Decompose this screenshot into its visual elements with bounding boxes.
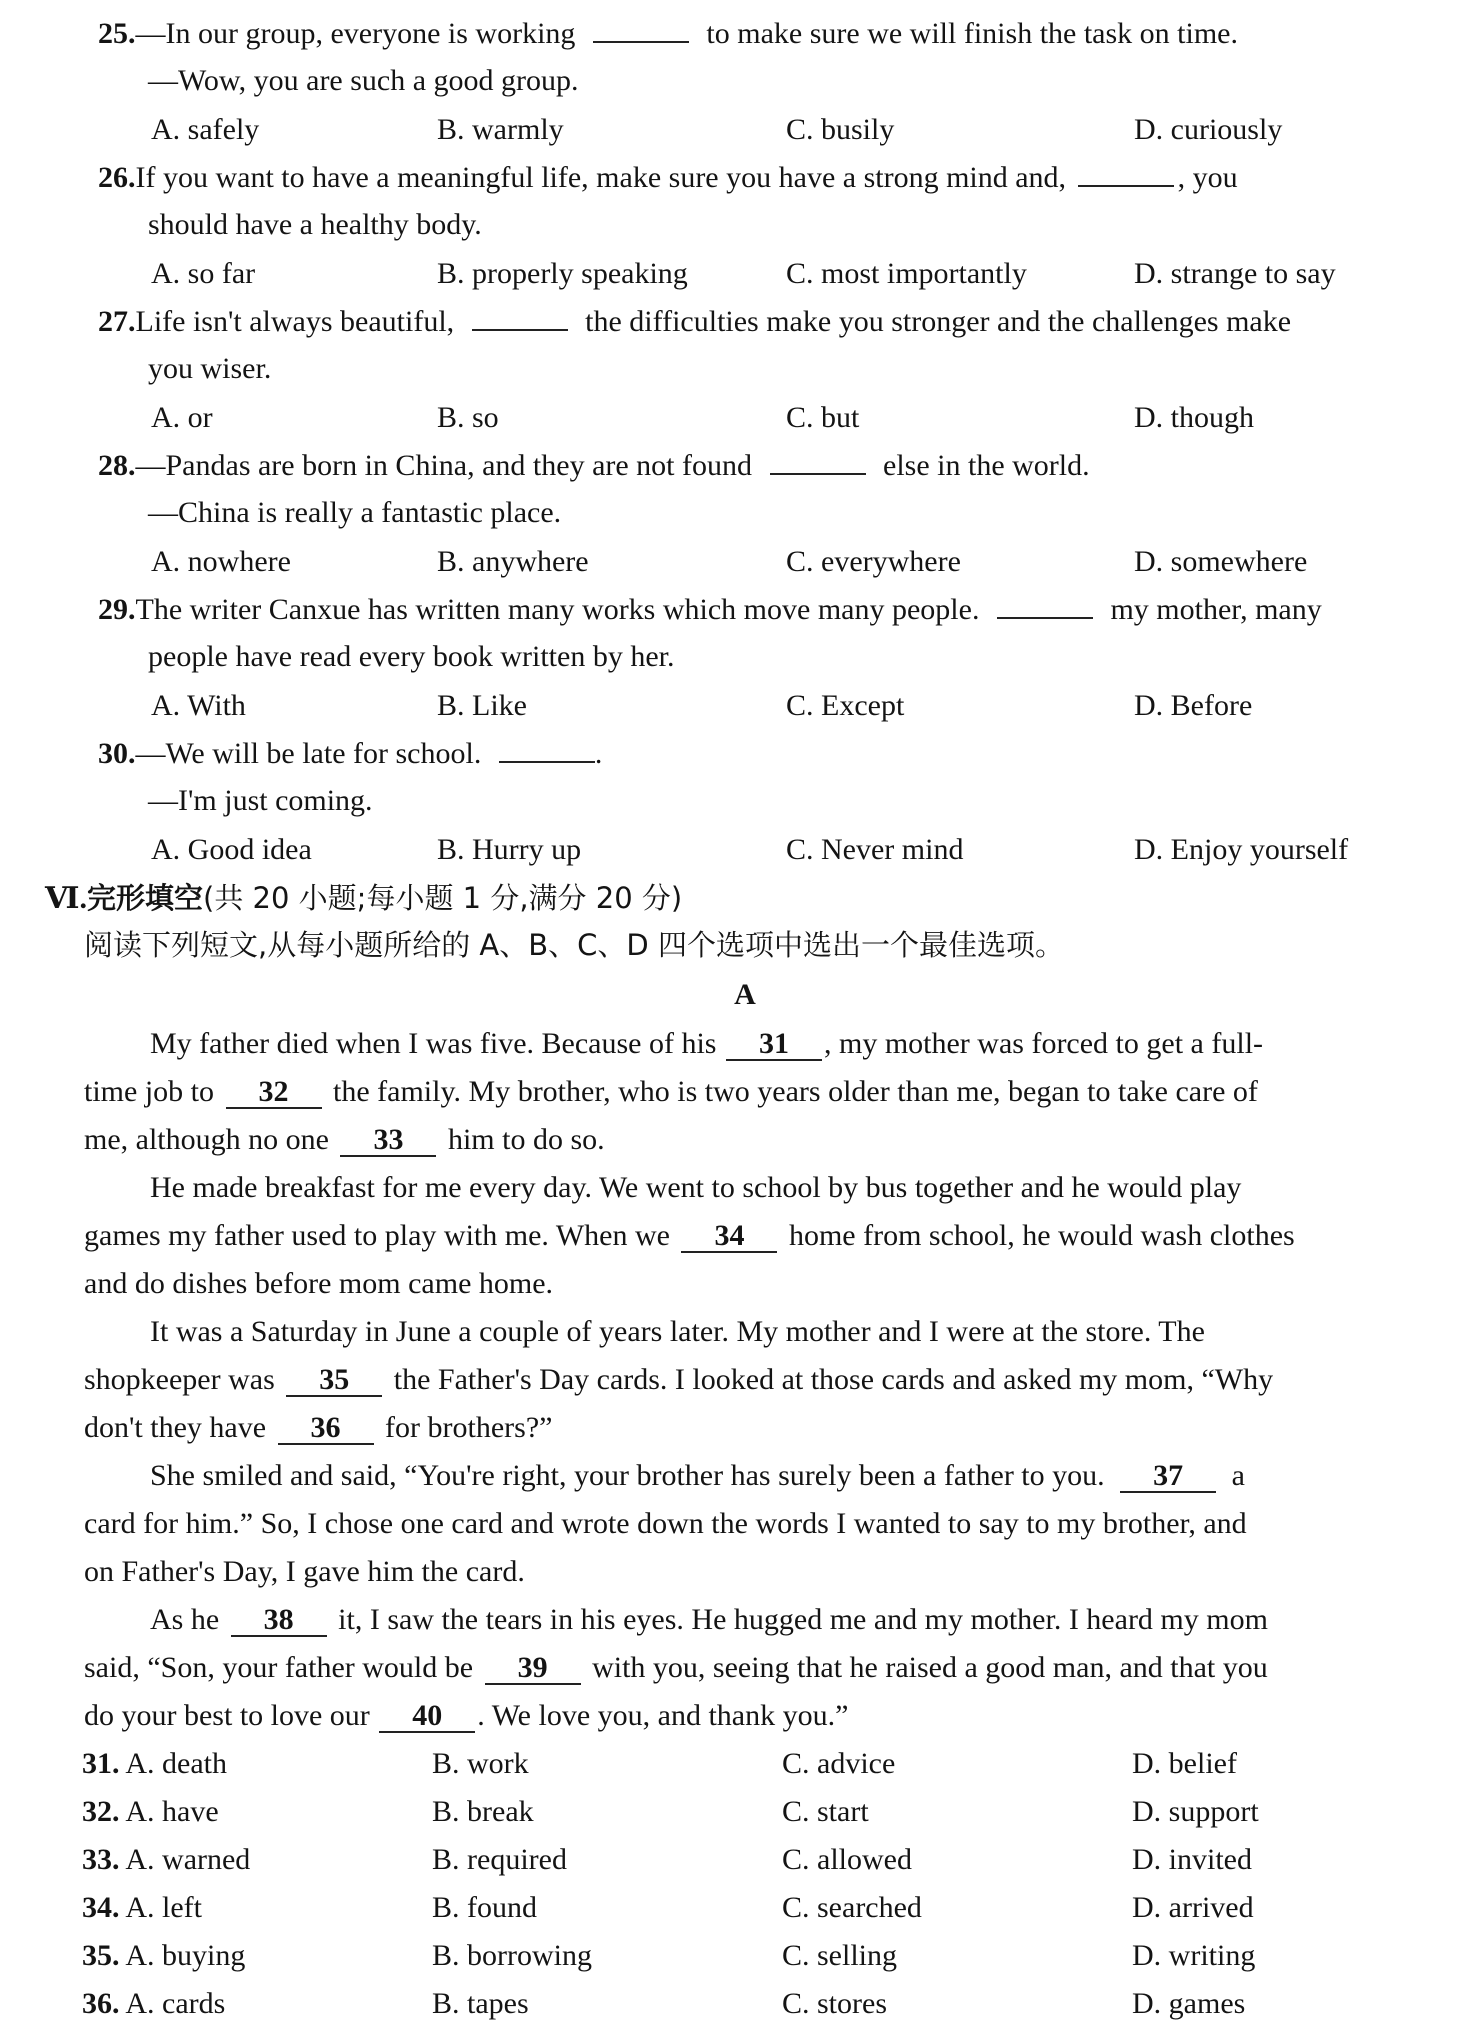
option-b: B. so bbox=[437, 401, 499, 434]
option-d: D. curiously bbox=[1134, 113, 1283, 146]
option-d: D. games bbox=[1132, 1987, 1246, 2020]
passage-text: games my father used to play with me. When we bbox=[84, 1219, 670, 1252]
passage-text: and do dishes before mom came home. bbox=[84, 1267, 554, 1300]
option-a: A. nowhere bbox=[151, 545, 291, 578]
answer-blank bbox=[472, 305, 568, 331]
option-b: B. warmly bbox=[437, 113, 564, 146]
question-number: 36. bbox=[82, 1987, 120, 2020]
passage-text: do your best to love our bbox=[84, 1699, 370, 1732]
option-c: C. Except bbox=[786, 689, 905, 722]
cloze-blank-39: 39 bbox=[485, 1653, 581, 1685]
option-d: D. Enjoy yourself bbox=[1134, 833, 1349, 866]
option-c: C. everywhere bbox=[786, 545, 961, 578]
option-c: C. stores bbox=[782, 1987, 887, 2020]
question-text: people have read every book written by her. bbox=[148, 640, 675, 673]
option-b: B. properly speaking bbox=[437, 257, 688, 290]
passage-text: As he bbox=[150, 1603, 220, 1636]
passage-text: He made breakfast for me every day. We went to school by bus together and he would play bbox=[150, 1171, 1242, 1204]
option-a: A. or bbox=[151, 401, 213, 434]
cloze-blank-40: 40 bbox=[379, 1701, 475, 1733]
question-number: 35. bbox=[82, 1939, 120, 1972]
option-b: B. tapes bbox=[432, 1987, 529, 2020]
question-text: —Wow, you are such a good group. bbox=[148, 64, 579, 97]
passage-text: home from school, he would wash clothes bbox=[788, 1219, 1295, 1252]
option-b: B. found bbox=[432, 1891, 537, 1924]
passage-text: with you, seeing that he raised a good man, and that you bbox=[592, 1651, 1268, 1684]
cloze-blank-37: 37 bbox=[1120, 1461, 1216, 1493]
question-number: 31. bbox=[82, 1747, 120, 1780]
option-c: C. allowed bbox=[782, 1843, 912, 1876]
option-c: C. but bbox=[786, 401, 860, 434]
passage-text: She smiled and said, “You're right, your brother has surely been a father to you. bbox=[150, 1459, 1105, 1492]
cloze-blank-33: 33 bbox=[340, 1125, 436, 1157]
question-number: 30. bbox=[98, 737, 136, 770]
option-c: C. advice bbox=[782, 1747, 896, 1780]
option-b: B. required bbox=[432, 1843, 567, 1876]
passage-text: . We love you, and thank you.” bbox=[477, 1699, 849, 1732]
passage-line bbox=[84, 1648, 1268, 1688]
question-text: , you bbox=[1177, 161, 1238, 194]
option-c: C. start bbox=[782, 1795, 869, 1828]
cloze-option-row-35 bbox=[82, 1936, 245, 1976]
question-text: —We will be late for school. bbox=[135, 737, 482, 770]
option-d: D. arrived bbox=[1132, 1891, 1254, 1924]
question-text: should have a healthy body. bbox=[148, 208, 482, 241]
cloze-blank-32: 32 bbox=[226, 1077, 322, 1109]
question-number: 29. bbox=[98, 593, 136, 626]
passage-line bbox=[84, 1408, 552, 1448]
question-29-stem bbox=[98, 590, 1322, 630]
question-text: you wiser. bbox=[148, 352, 272, 385]
passage-text: me, although no one bbox=[84, 1123, 329, 1156]
passage-text: said, “Son, your father would be bbox=[84, 1651, 474, 1684]
passage-line bbox=[84, 1120, 605, 1160]
option-b: B. borrowing bbox=[432, 1939, 592, 1972]
option-b: B. Hurry up bbox=[437, 833, 582, 866]
passage-text: It was a Saturday in June a couple of years later. My mother and I were at the store. The bbox=[150, 1315, 1205, 1348]
option-d: D. support bbox=[1132, 1795, 1259, 1828]
option-a: A. buying bbox=[125, 1939, 246, 1972]
option-c: C. Never mind bbox=[786, 833, 964, 866]
question-text: —China is really a fantastic place. bbox=[148, 496, 562, 529]
passage-text: the family. My brother, who is two years older than me, began to take care of bbox=[333, 1075, 1258, 1108]
option-a: A. so far bbox=[151, 257, 256, 290]
option-a: A. Good idea bbox=[151, 833, 312, 866]
question-text: . bbox=[594, 737, 603, 770]
option-b: B. anywhere bbox=[437, 545, 589, 578]
question-text: —In our group, everyone is working bbox=[135, 17, 576, 50]
question-28-stem bbox=[98, 446, 1090, 486]
cloze-blank-34: 34 bbox=[681, 1221, 777, 1253]
passage-text: time job to bbox=[84, 1075, 214, 1108]
cloze-option-row-36 bbox=[82, 1984, 225, 2024]
passage-text: , my mother was forced to get a full- bbox=[823, 1027, 1264, 1060]
answer-blank bbox=[770, 449, 866, 475]
option-c: C. busily bbox=[786, 113, 895, 146]
section-instruction: 阅读下列短文,从每小题所给的 A、B、C、D 四个选项中选出一个最佳选项。 bbox=[84, 928, 1064, 962]
question-25-stem bbox=[98, 14, 1238, 54]
passage-text: for brothers?” bbox=[385, 1411, 553, 1444]
answer-blank bbox=[997, 593, 1093, 619]
cloze-option-row-34 bbox=[82, 1888, 202, 1928]
option-a: A. death bbox=[125, 1747, 227, 1780]
question-number: 26. bbox=[98, 161, 136, 194]
question-text: If you want to have a meaningful life, make sure you have a strong mind and, bbox=[135, 161, 1067, 194]
option-d: D. belief bbox=[1132, 1747, 1237, 1780]
cloze-blank-36: 36 bbox=[278, 1413, 374, 1445]
question-number: 28. bbox=[98, 449, 136, 482]
cloze-blank-38: 38 bbox=[231, 1605, 327, 1637]
option-d: D. strange to say bbox=[1134, 257, 1336, 290]
cloze-option-row-31 bbox=[82, 1744, 227, 1784]
option-a: A. have bbox=[125, 1795, 219, 1828]
option-b: B. break bbox=[432, 1795, 534, 1828]
passage-text: it, I saw the tears in his eyes. He hugged me and my mother. I heard my mom bbox=[338, 1603, 1268, 1636]
question-number: 25. bbox=[98, 17, 136, 50]
passage-text: the Father's Day cards. I looked at those cards and asked my mom, “Why bbox=[393, 1363, 1274, 1396]
passage-line bbox=[84, 1360, 1273, 1400]
section-heading bbox=[45, 878, 682, 919]
passage-text: him to do so. bbox=[447, 1123, 605, 1156]
question-text: else in the world. bbox=[883, 449, 1090, 482]
question-27-stem bbox=[98, 302, 1291, 342]
option-a: A. warned bbox=[125, 1843, 251, 1876]
question-text: the difficulties make you stronger and the challenges make bbox=[585, 305, 1292, 338]
section-note: (共 20 小题;每小题 1 分,满分 20 分) bbox=[203, 881, 683, 915]
option-c: C. selling bbox=[782, 1939, 898, 1972]
cloze-blank-35: 35 bbox=[286, 1365, 382, 1397]
question-30-stem bbox=[98, 734, 602, 774]
passage-line bbox=[84, 1216, 1295, 1256]
passage-text: on Father's Day, I gave him the card. bbox=[84, 1555, 525, 1588]
answer-blank bbox=[593, 17, 689, 43]
option-d: D. invited bbox=[1132, 1843, 1252, 1876]
option-a: A. safely bbox=[151, 113, 260, 146]
question-number: 32. bbox=[82, 1795, 120, 1828]
option-b: B. Like bbox=[437, 689, 527, 722]
answer-blank bbox=[499, 737, 595, 763]
question-26-stem bbox=[98, 158, 1238, 198]
question-number: 27. bbox=[98, 305, 136, 338]
option-a: A. With bbox=[151, 689, 246, 722]
question-text: —I'm just coming. bbox=[148, 784, 373, 817]
question-number: 34. bbox=[82, 1891, 120, 1924]
option-c: C. searched bbox=[782, 1891, 922, 1924]
passage-text: a bbox=[1231, 1459, 1245, 1492]
question-text: —Pandas are born in China, and they are not found bbox=[135, 449, 753, 482]
section-title: 完形填空 bbox=[87, 881, 204, 915]
passage-line bbox=[150, 1600, 1268, 1640]
passage-text: card for him.” So, I chose one card and wrote down the words I wanted to say to my brother, and bbox=[84, 1507, 1247, 1540]
question-number: 33. bbox=[82, 1843, 120, 1876]
question-text: to make sure we will finish the task on time. bbox=[706, 17, 1238, 50]
passage-text: shopkeeper was bbox=[84, 1363, 275, 1396]
passage-line bbox=[84, 1696, 848, 1736]
option-d: D. writing bbox=[1132, 1939, 1256, 1972]
passage-text: My father died when I was five. Because of his bbox=[150, 1027, 717, 1060]
option-c: C. most importantly bbox=[786, 257, 1027, 290]
option-d: D. somewhere bbox=[1134, 545, 1308, 578]
passage-line bbox=[150, 1456, 1245, 1496]
passage-label: A bbox=[734, 978, 756, 1011]
cloze-option-row-33 bbox=[82, 1840, 250, 1880]
cloze-blank-31: 31 bbox=[726, 1029, 822, 1061]
cloze-option-row-32 bbox=[82, 1792, 219, 1832]
option-a: A. left bbox=[125, 1891, 202, 1924]
option-d: D. Before bbox=[1134, 689, 1253, 722]
section-roman: Ⅵ. bbox=[45, 882, 87, 915]
passage-line bbox=[84, 1072, 1258, 1112]
option-d: D. though bbox=[1134, 401, 1254, 434]
passage-line bbox=[150, 1024, 1263, 1064]
option-b: B. work bbox=[432, 1747, 529, 1780]
question-text: The writer Canxue has written many works which move many people. bbox=[135, 593, 980, 626]
option-a: A. cards bbox=[125, 1987, 226, 2020]
question-text: my mother, many bbox=[1110, 593, 1322, 626]
passage-text: don't they have bbox=[84, 1411, 267, 1444]
question-text: Life isn't always beautiful, bbox=[135, 305, 455, 338]
answer-blank bbox=[1078, 161, 1174, 187]
